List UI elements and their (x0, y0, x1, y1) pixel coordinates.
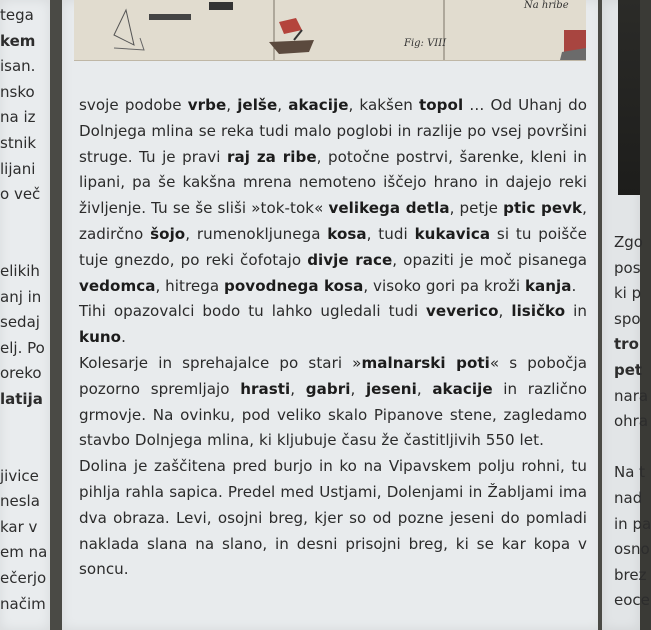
text-run: , petje (449, 199, 504, 218)
right-column-line: ohra (614, 412, 649, 431)
left-column-line (0, 413, 50, 439)
bold-term: kanja (524, 276, 572, 295)
main-text-column (79, 93, 587, 583)
text-run: , opaziti je moč pisanega (392, 250, 588, 269)
right-column-fragments (614, 230, 651, 614)
left-column-line: sedaj (0, 313, 40, 332)
bold-term: kuno (79, 328, 122, 347)
text-paragraph (79, 351, 587, 454)
text-paragraph (79, 93, 587, 299)
text-run: , hitrega (155, 276, 225, 295)
left-column-line: na iz (0, 108, 36, 127)
text-run: in različno grmovje. Na ovinku, pod veliko skalo Pipanove stene, zagledamo stavbo Dolnjega mlina, ki kljubuje času že častitljivih 550 let. (79, 379, 588, 450)
left-column-line: oreko (0, 364, 42, 383)
text-run: . (571, 276, 577, 295)
figure-label: Fig: VIII (404, 38, 447, 49)
right-column-line: pos (614, 258, 641, 277)
bold-term: šojo (150, 224, 186, 243)
left-column-line: tega (0, 6, 34, 24)
map-drawing (74, 0, 586, 60)
bold-term: akacije (432, 379, 493, 398)
left-column-line: lijani (0, 159, 36, 178)
bold-term: lisičko (511, 302, 566, 321)
right-column-line: nara (614, 386, 649, 405)
right-column-line: tro (614, 335, 639, 354)
text-run: Dolina je zaščitena pred burjo in ko na Vipavskem polju rohni, tu pihlja rahla sapica. Predel med Ustjami, Dolenjami in Žabljami ima dva obraza. Levi, osojni breg, kjer so od pozne jeseni do pomladi naklada slana na slano, in desni prisojni breg, ki se kar kopa v soncu. (79, 457, 587, 579)
text-run: , (290, 379, 306, 398)
left-column-line: načim (0, 594, 46, 613)
right-column-line: osno (614, 540, 650, 559)
text-run: , (350, 379, 366, 398)
text-run: , tudi (366, 224, 415, 243)
right-column-line: Zgo (614, 233, 643, 251)
bold-term: jeseni (365, 379, 417, 398)
text-run: , (416, 379, 433, 398)
right-column-line: brez (614, 565, 647, 584)
left-column-line: elikih (0, 261, 40, 280)
text-paragraph (79, 454, 587, 583)
left-column-line: anj in (0, 287, 42, 306)
historic-map-illustration (74, 0, 586, 61)
bold-term: kukavica (414, 224, 491, 243)
right-column-line: in pa (614, 514, 651, 533)
bold-term: veverico (426, 302, 499, 321)
bold-term: vrbe (187, 96, 227, 114)
bold-term: povodnega kosa (224, 276, 364, 295)
right-column-line: nad (614, 488, 643, 507)
right-column-line: Na t (614, 463, 646, 482)
bold-term: malnarski poti (361, 353, 490, 372)
bold-term: akacije (288, 96, 349, 114)
left-column-line: nsko (0, 82, 35, 101)
left-column-line: kem (0, 31, 36, 50)
text-run: , (277, 96, 289, 114)
left-column-line: o več (0, 185, 41, 204)
text-run: , (226, 96, 238, 114)
right-column-line: spo (614, 309, 641, 328)
text-run: si tu poišče tuje gnezdo, po reki čofotajo (79, 224, 587, 269)
left-column-line: elj. Po (0, 338, 45, 357)
bold-term: ptic pevk (503, 199, 583, 218)
bold-term: jelše (237, 96, 278, 114)
bold-term: divje race (307, 250, 393, 269)
left-column-line (0, 233, 50, 259)
right-column-line (614, 435, 640, 461)
text-run: « s pobočja pozorno spremljajo (79, 353, 587, 398)
left-column-line: kar v (0, 517, 38, 536)
bold-term: kosa (327, 224, 367, 243)
bold-term: vedomca (79, 276, 156, 295)
text-run: . (121, 328, 126, 347)
right-column-line: eoce (614, 591, 650, 610)
text-run: , (498, 302, 512, 321)
left-column-line: em na (0, 543, 48, 562)
text-run: Kolesarje in sprehajalce po stari » (79, 353, 362, 372)
bold-term: gabri (305, 379, 351, 398)
left-column-line (0, 438, 50, 464)
left-column-line: latija (0, 389, 43, 408)
bold-term: hrasti (240, 379, 291, 398)
left-column-line (0, 208, 50, 234)
panel-gap (50, 0, 62, 630)
text-run: … Od Uhanj do Dolnjega mlina se reka tudi malo poglobi in razlije po vsej površini struge. Tu je pravi (79, 96, 588, 166)
text-run: svoje podobe (79, 96, 188, 114)
text-run: , potočne postrvi, šarenke, kleni in lipani, pa še kakšna mrena nemoteno iščejo hrano in dajejo reki življenje. Tu se še sliši »tok-tok« (79, 147, 587, 218)
text-run: , rumenokljunega (185, 224, 328, 243)
right-column-line: pet (614, 360, 643, 379)
text-run: Tihi opazovalci bodo tu lahko ugledali tudi (79, 302, 427, 321)
right-column-line: ki p (614, 284, 642, 303)
text-run: , kakšen (348, 96, 419, 114)
bold-term: raj za ribe (226, 147, 317, 166)
left-column-line: nesla (0, 492, 40, 511)
photo-strip (618, 0, 640, 195)
text-run: in (565, 302, 587, 321)
left-column-line: stnik (0, 133, 37, 152)
bold-term: topol (419, 96, 464, 114)
left-column-line: ečerjo (0, 569, 47, 588)
bold-term: velikega detla (328, 199, 450, 218)
text-run: , visoko gori pa kroži (363, 276, 525, 295)
left-column-fragments (0, 3, 50, 617)
left-column-line: jivice (0, 466, 39, 485)
text-run: , zadirčno (79, 199, 587, 243)
map-corner-caption: Na hribe (524, 0, 569, 11)
left-column-line: isan. (0, 57, 36, 76)
text-paragraph (79, 299, 587, 351)
